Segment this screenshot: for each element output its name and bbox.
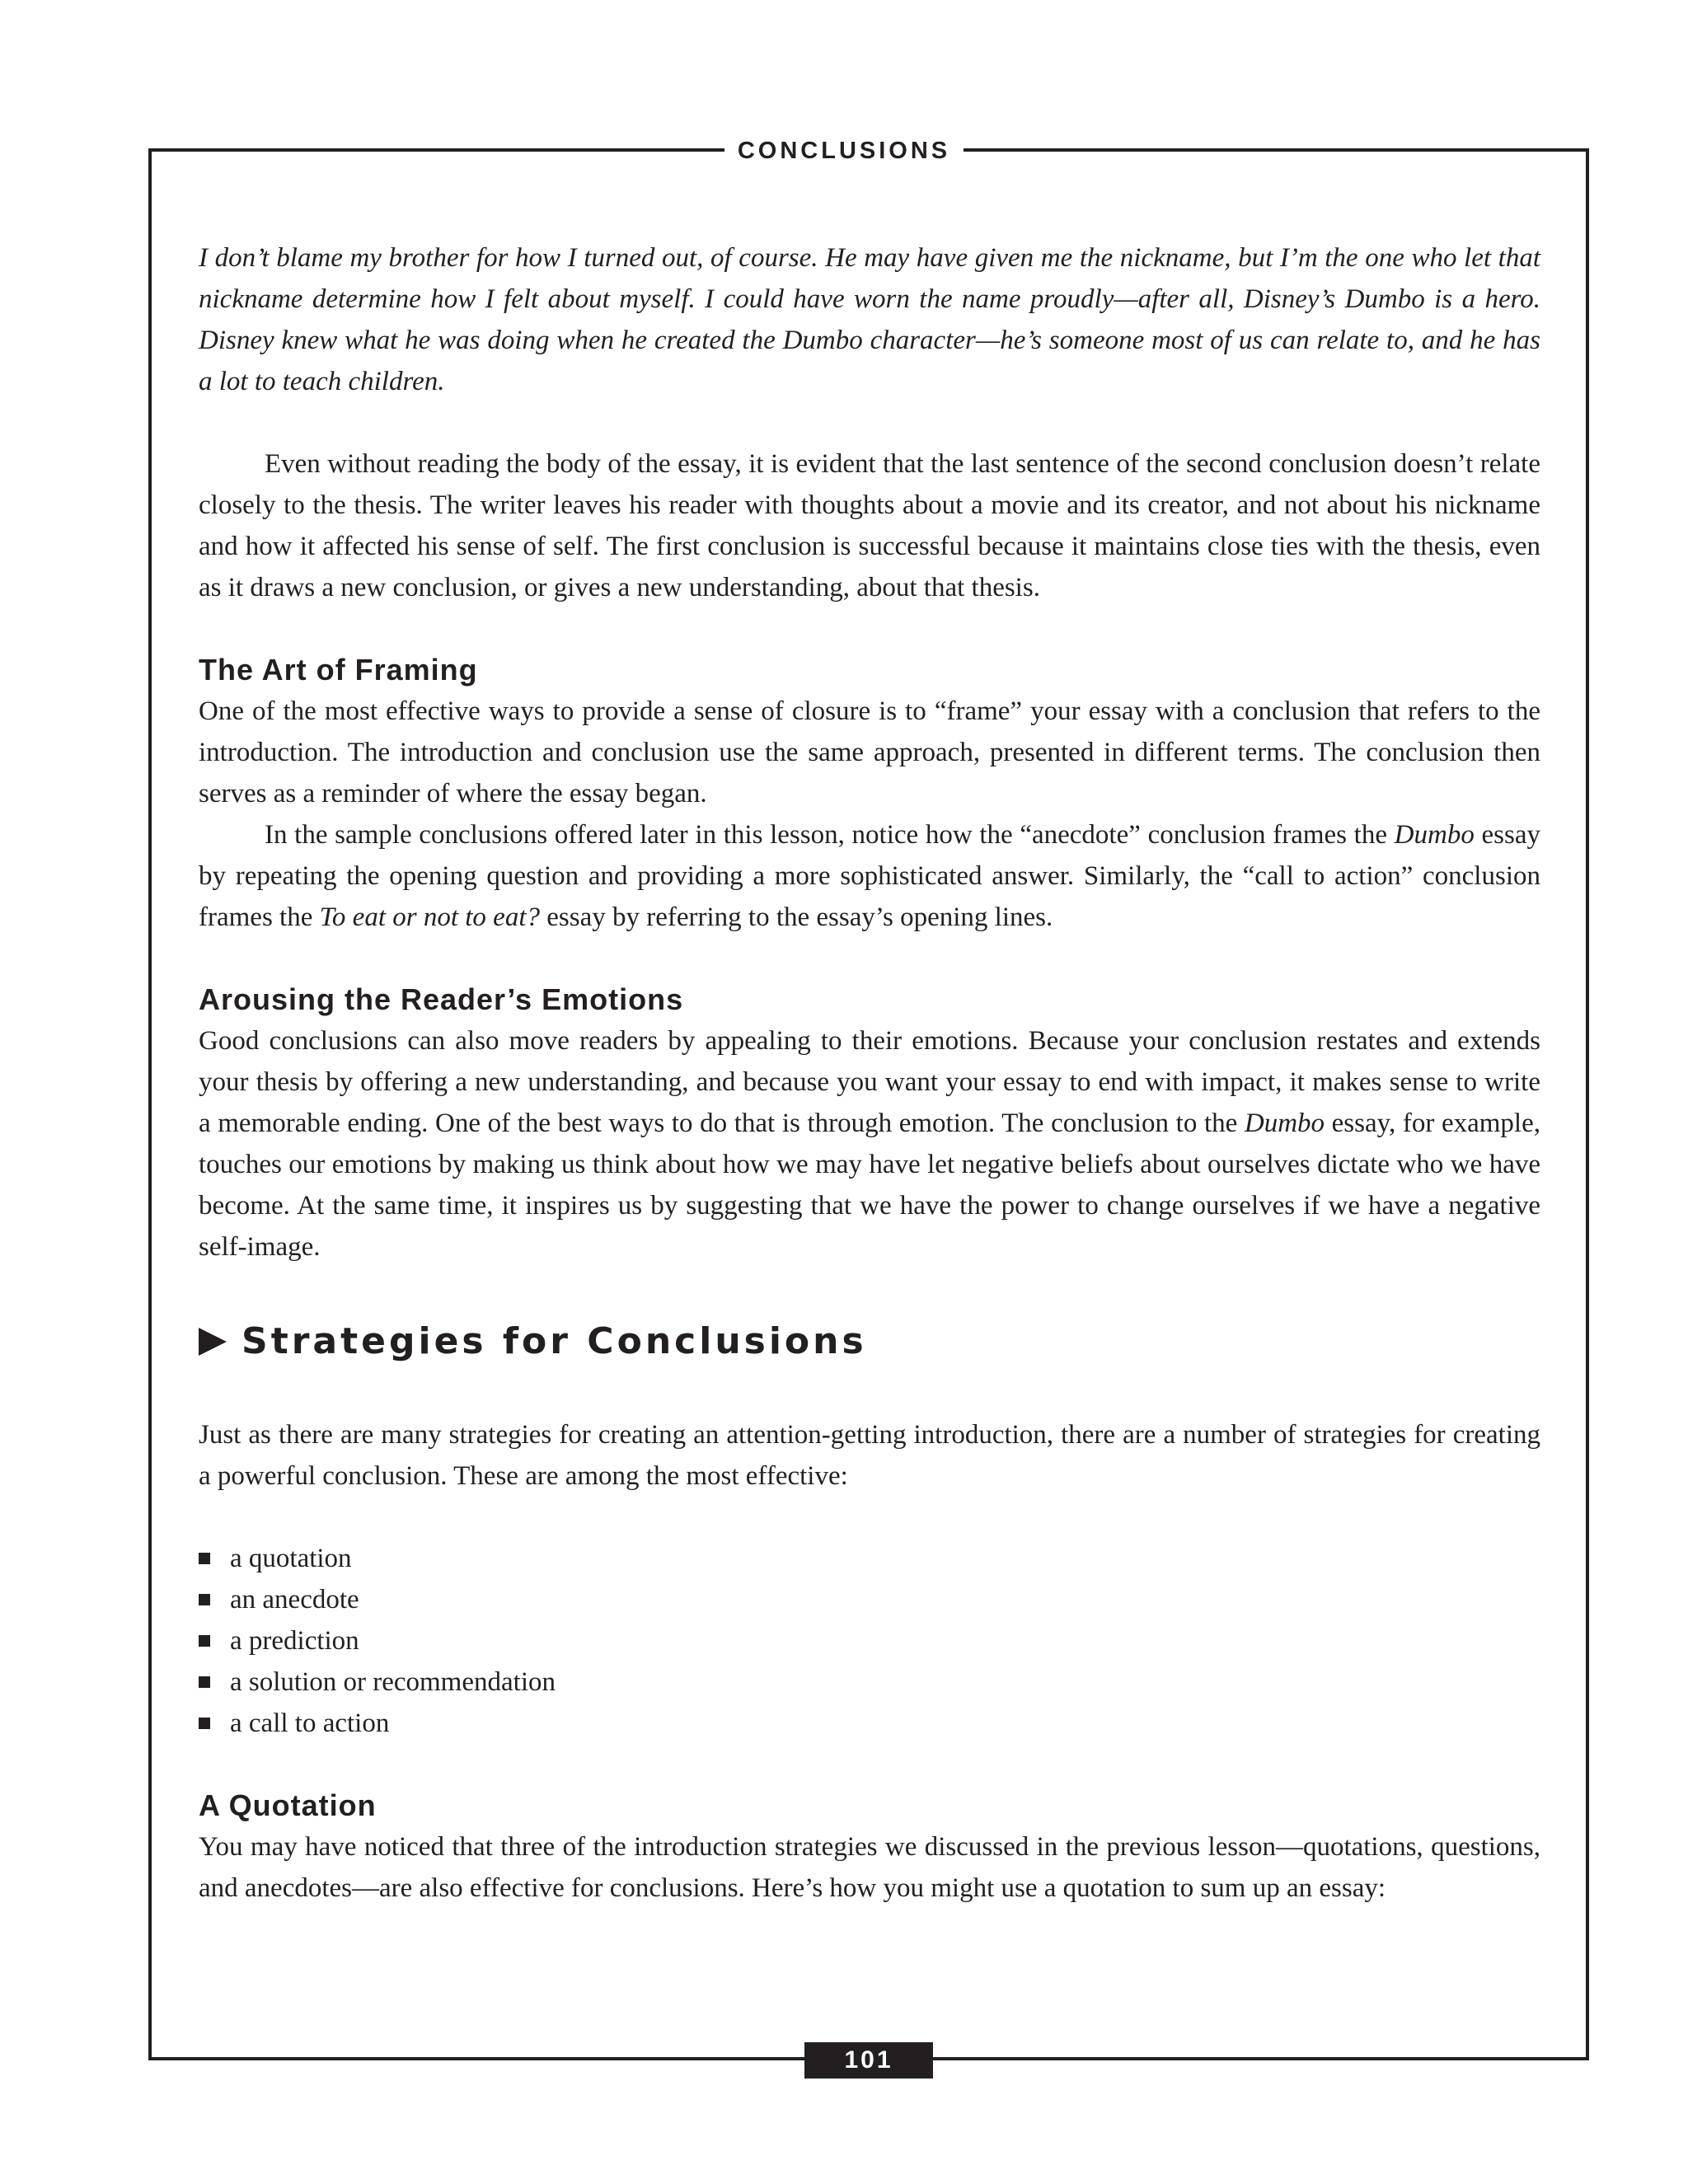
triangle-right-icon [199, 1328, 227, 1356]
framing-text-3: essay by referring to the essay’s opening lines. [540, 902, 1053, 932]
square-bullet-icon [199, 1718, 210, 1729]
framing-text-2: essay by repeating the opening question and providing a more sophisticated answer. Similarly, the “call to action” conclusion frames the [199, 820, 1540, 932]
square-bullet-icon [199, 1676, 210, 1688]
framing-heading: The Art of Framing [199, 653, 478, 687]
running-head-title: CONCLUSIONS [724, 135, 964, 166]
square-bullet-icon [199, 1553, 210, 1564]
framing-paragraph-2 [199, 814, 1540, 938]
square-bullet-icon [199, 1635, 210, 1647]
emotions-text-1: Good conclusions can also move readers by appealing to their emotions. Because your conclusion restates and extends your thesis by offering a new understanding, and because you want your essay to end with impact, it makes sense to write a memorable ending. One of the best ways to do that is through emotion. The conclusion to the [199, 1026, 1540, 1138]
page-number: 101 [804, 2042, 933, 2079]
square-bullet-icon [199, 1594, 210, 1605]
framing-italic-to-eat: To eat or not to eat? [319, 902, 540, 932]
framing-italic-dumbo: Dumbo [1394, 820, 1475, 850]
strategies-heading-text: Strategies for Conclusions [241, 1320, 867, 1362]
list-item: a prediction [199, 1620, 1540, 1661]
page-content [199, 237, 1540, 1909]
list-item: a solution or recommendation [199, 1661, 1540, 1703]
emotions-italic-dumbo: Dumbo [1244, 1108, 1325, 1138]
quotation-paragraph: You may have noticed that three of the introduction strategies we discussed in the previous lesson—quotations, questions, and anecdotes—are also effective for conclusions. Here’s how you might use a quotation to sum up an essay: [199, 1832, 1540, 1903]
framing-text-1: In the sample conclusions offered later in this lesson, notice how the “anecdote” conclusion frames the [265, 820, 1395, 850]
quotation-heading: A Quotation [199, 1788, 377, 1822]
framing-paragraph-1: One of the most effective ways to provide a sense of closure is to “frame” your essay with a conclusion that refers to the introduction. The introduction and conclusion use the same approach, presented in different terms. The conclusion then serves as a reminder of where the essay began. [199, 696, 1540, 808]
strategies-list [199, 1538, 1540, 1744]
list-item: a call to action [199, 1703, 1540, 1744]
strategies-heading [199, 1317, 1540, 1366]
analysis-paragraph: Even without reading the body of the essay, it is evident that the last sentence of the second conclusion doesn’t relate closely to the thesis. The writer leaves his reader with thoughts about a movie and its creator, and not about his nickname and how it affected his sense of self. The first conclusion is successful because it maintains close ties with the thesis, even as it draws a new conclusion, or gives a new understanding, about that thesis. [199, 449, 1540, 602]
list-item: a quotation [199, 1538, 1540, 1579]
list-item: an anecdote [199, 1579, 1540, 1620]
emotions-text-2: essay, for example, touches our emotions by making us think about how we may have let negative beliefs about ourselves dictate who we have become. At the same time, it inspires us by suggesting that we have the power to change ourselves if we have a negative self-image. [199, 1108, 1540, 1262]
emotions-heading: Arousing the Reader’s Emotions [199, 982, 684, 1016]
sample-conclusion-quote: I don’t blame my brother for how I turned out, of course. He may have given me the nickname, but I’m the one who let that nickname determine how I felt about myself. I could have worn the name proudly—after all, Disney’s Dumbo is a hero. Disney knew what he was doing when he created the Dumbo character—he’s someone most of us can relate to, and he has a lot to teach children. [199, 243, 1540, 396]
strategies-intro: Just as there are many strategies for creating an attention-getting introduction, there are a number of strategies for creating a powerful conclusion. These are among the most effective: [199, 1420, 1540, 1491]
emotions-paragraph [199, 1020, 1540, 1268]
